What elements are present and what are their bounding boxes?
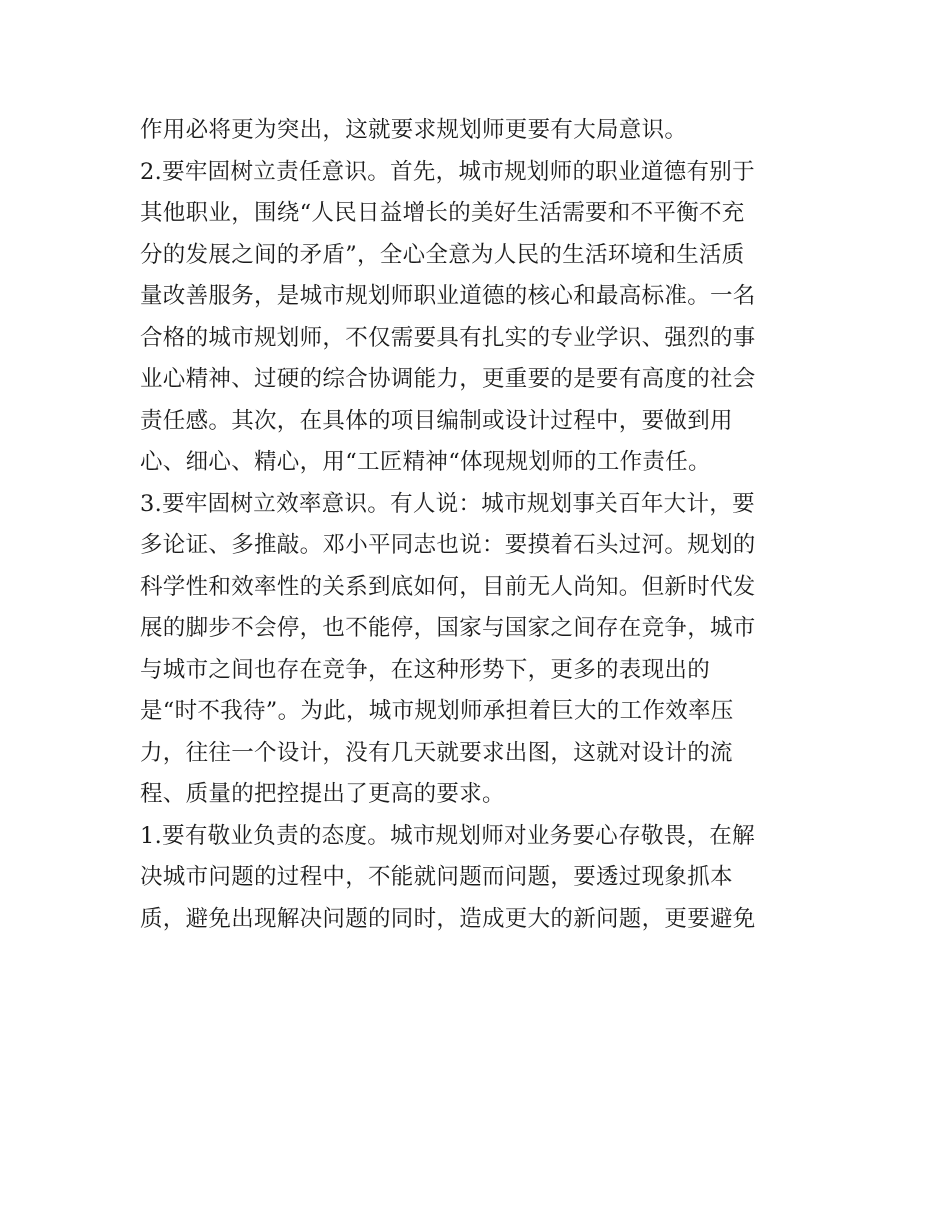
text-line: 质，避免出现解决问题的同时，造成更大的新问题，更要避免 <box>140 905 756 932</box>
text-line: 合格的城市规划师，不仅需要具有扎实的专业学识、强烈的事 <box>140 324 756 351</box>
text-line: 展的脚步不会停，也不能停，国家与国家之间存在竞争，城市 <box>140 615 756 641</box>
text-line: 2.要牢固树立责任意识。首先，城市规划师的职业道德有别于 <box>140 158 755 185</box>
text-line: 决城市问题的过程中，不能就问题而问题，要透过现象抓本 <box>140 864 733 890</box>
text-line: 心、细心、精心，用“工匠精神“体现规划师的工作责任。 <box>140 449 711 475</box>
text-line: 责任感。其次，在具体的项目编制或设计过程中，要做到用 <box>140 407 733 434</box>
text-line: 分的发展之间的矛盾”，全心全意为人民的生活环境和生活质 <box>140 241 745 268</box>
text-line: 科学性和效率性的关系到底如何，目前无人尚知。但新时代发 <box>140 573 756 600</box>
text-line: 业心精神、过硬的综合协调能力，更重要的是要有高度的社会 <box>140 366 756 392</box>
text-line: 是“时不我待”。为此，城市规划师承担着巨大的工作效率压 <box>140 698 734 724</box>
body-text <box>140 110 820 940</box>
text-line: 与城市之间也存在竞争，在这种形势下，更多的表现出的 <box>140 656 711 683</box>
text-line: 力，往往一个设计，没有几天就要求出图，这就对设计的流 <box>140 739 733 766</box>
text-line: 3.要牢固树立效率意识。有人说：城市规划事关百年大计，要 <box>140 490 755 517</box>
text-line: 1.要有敬业负责的态度。城市规划师对业务要心存敬畏，在解 <box>140 822 755 849</box>
text-line: 作用必将更为突出，这就要求规划师更要有大局意识。 <box>140 117 688 143</box>
text-line: 量改善服务，是城市规划师职业道德的核心和最高标准。一名 <box>140 283 756 309</box>
text-line: 其他职业，围绕“人民日益增长的美好生活需要和不平衡不充 <box>140 200 745 226</box>
text-line: 程、质量的把控提出了更高的要求。 <box>140 781 505 807</box>
text-line: 多论证、多推敲。邓小平同志也说：要摸着石头过河。规划的 <box>140 532 756 558</box>
